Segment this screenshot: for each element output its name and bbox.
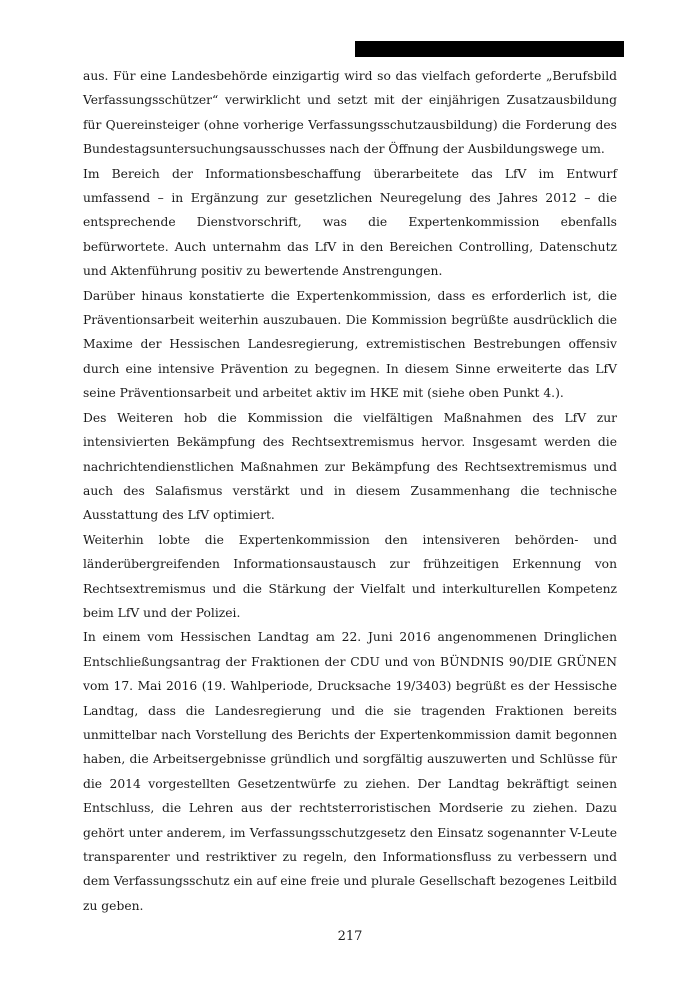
paragraph-2: Im Bereich der Informationsbeschaffung überarbeitete das LfV im Entwurf umfassend – in Ergänzung zur gesetzlichen Neuregelung des Jahres 2012 – die entsprechende Dienstvorschrift, was die Expertenkommission ebenfalls befürwortete. Auch unternahm das LfV in den Bereichen Controlling, Datenschutz und Aktenführung positiv zu bewertende Anstrengungen. [83, 166, 617, 279]
paragraph-1: aus. Für eine Landesbehörde einzigartig wird so das vielfach geforderte „Berufsbild Verfassungsschützer“ verwirklicht und setzt mit der einjährigen Zusatzausbildung für Quereinsteiger (ohne vorherige Verfassungsschutzausbildung) die Forderung des Bundestagsuntersuchungsausschusses nach der Öffnung der Ausbildungswege um. [83, 69, 617, 157]
body-text [83, 64, 617, 918]
paragraph-4: Des Weiteren hob die Kommission die vielfältigen Maßnahmen des LfV zur intensivierten Bekämpfung des Rechtsextremismus hervor. Insgesamt werden die nachrichtendienstlichen Maßnahmen zur Bekämpfung des Rechtsextremismus und auch des Salafismus verstärkt und in diesem Zusammenhang die technische Ausstattung des LfV optimiert. [83, 410, 617, 523]
paragraph-5: Weiterhin lobte die Expertenkommission den intensiveren behörden- und länderübergreifenden Informationsaustausch zur frühzeitigen Erkennung von Rechtsextremismus und die Stärkung der Vielfalt und interkulturellen Kompetenz beim LfV und der Polizei. [83, 532, 617, 620]
page-number: 217 [337, 929, 363, 944]
paragraph-6: In einem vom Hessischen Landtag am 22. Juni 2016 angenommenen Dringlichen Entschließungsantrag der Fraktionen der CDU und von BÜNDNIS 90/DIE GRÜNEN vom 17. Mai 2016 (19. Wahlperiode, Drucksache 19/3403) begrüßt es der Hessische Landtag, dass die Landesregierung und die sie tragenden Fraktionen bereits unmittelbar nach Vorstellung des Berichts der Expertenkommission damit begonnen haben, die Arbeitsergebnisse gründlich und sorgfältig auszuwerten und Schlüsse für die 2014 vorgestellten Gesetzentwürfe zu ziehen. Der Landtag bekräftigt seinen Entschluss, die Lehren aus der rechtsterroristischen Mordserie zu ziehen. Dazu gehört unter anderem, im Verfassungsschutzgesetz den Einsatz sogenannter V-Leute transparenter und restriktiver zu regeln, den Informationsfluss zu verbessern und dem Verfassungsschutz ein auf eine freie und plurale Gesellschaft bezogenes Leitbild zu geben. [83, 630, 618, 913]
header-bar [355, 41, 624, 57]
paragraph-3: Darüber hinaus konstatierte die Expertenkommission, dass es erforderlich ist, die Präventionsarbeit weiterhin auszubauen. Die Kommission begrüßte ausdrücklich die Maxime der Hessischen Landesregierung, extremistischen Bestrebungen offensiv durch eine intensive Prävention zu begegnen. In diesem Sinne erweiterte das LfV seine Präventionsarbeit und arbeitet aktiv im HKE mit (siehe oben Punkt 4.). [83, 288, 617, 401]
